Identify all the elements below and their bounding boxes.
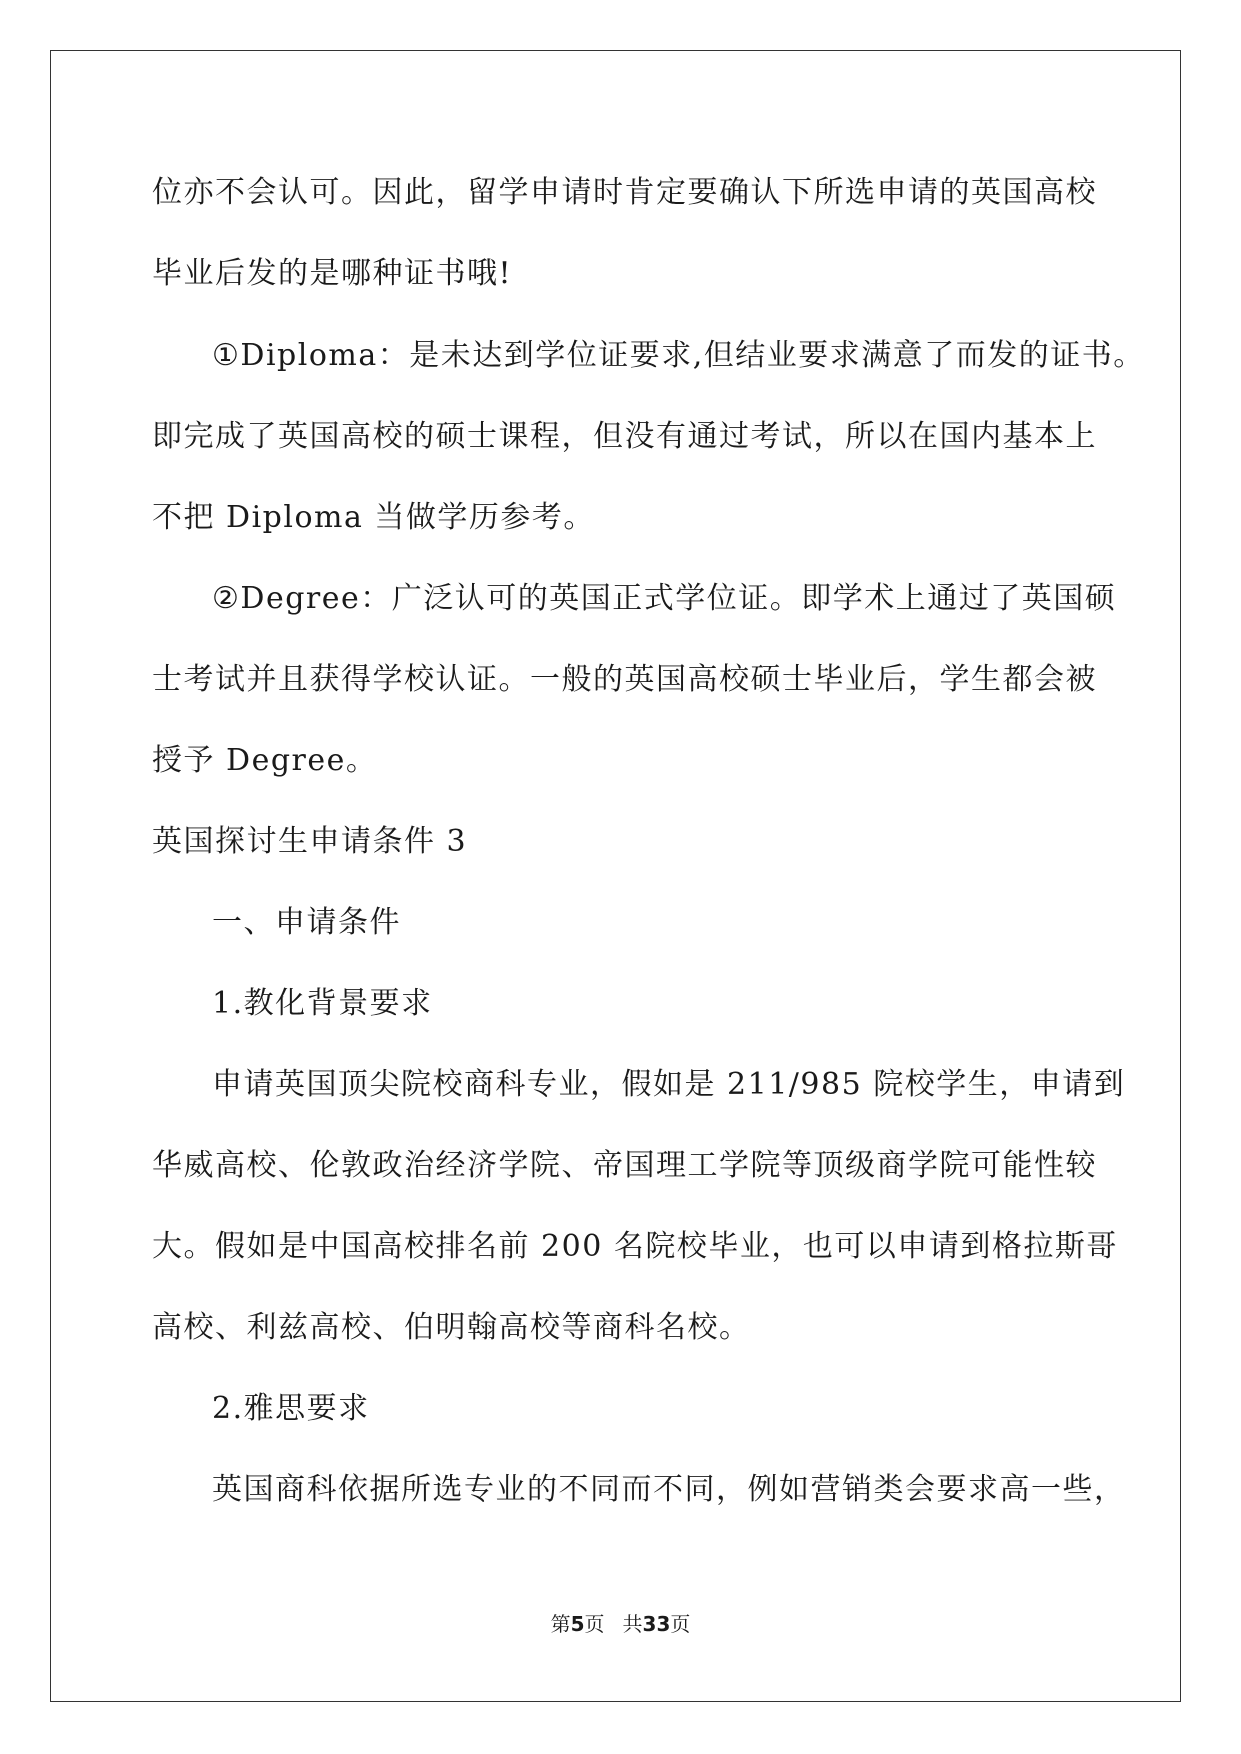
footer-page-number: 5 [570, 1612, 585, 1636]
body-line-1: 位亦不会认可。因此，留学申请时肯定要确认下所选申请的英国高校 [152, 175, 1097, 210]
footer-prefix: 第 [550, 1612, 571, 1636]
page-footer [0, 1612, 1241, 1636]
body-line-4: 即完成了英国高校的硕士课程，但没有通过考试，所以在国内基本上 [152, 419, 1097, 454]
body-line-6: ②Degree：广泛认可的英国正式学位证。即学术上通过了英国硕 [212, 581, 1117, 616]
body-line-15: 高校、利兹高校、伯明翰高校等商科名校。 [152, 1310, 751, 1345]
footer-total-pages: 33 [642, 1612, 671, 1636]
subheading-ielts: 2.雅思要求 [212, 1391, 370, 1426]
body-line-14: 大。假如是中国高校排名前 200 名院校毕业，也可以申请到格拉斯哥 [152, 1229, 1118, 1264]
body-line-3: ①Diploma：是未达到学位证要求,但结业要求满意了而发的证书。 [212, 338, 1145, 373]
body-line-2: 毕业后发的是哪种证书哦! [152, 256, 513, 291]
page-border [50, 50, 1181, 1702]
body-line-17: 英国商科依据所选专业的不同而不同，例如营销类会要求高一些， [212, 1472, 1126, 1507]
body-line-12: 申请英国顶尖院校商科专业，假如是 211/985 院校学生，申请到 [212, 1067, 1126, 1102]
subheading-conditions: 一、申请条件 [212, 905, 401, 940]
body-line-8: 授予 Degree。 [152, 743, 378, 778]
subheading-education: 1.教化背景要求 [212, 986, 433, 1021]
footer-page-suffix: 页 [584, 1612, 605, 1636]
body-line-13: 华威高校、伦敦政治经济学院、帝国理工学院等顶级商学院可能性较 [152, 1148, 1097, 1183]
footer-total-prefix: 共 [622, 1612, 643, 1636]
body-line-7: 士考试并且获得学校认证。一般的英国高校硕士毕业后，学生都会被 [152, 662, 1097, 697]
footer-total-suffix: 页 [670, 1612, 691, 1636]
section-heading: 英国探讨生申请条件 3 [152, 824, 468, 859]
body-line-5: 不把 Diploma 当做学历参考。 [152, 500, 595, 535]
